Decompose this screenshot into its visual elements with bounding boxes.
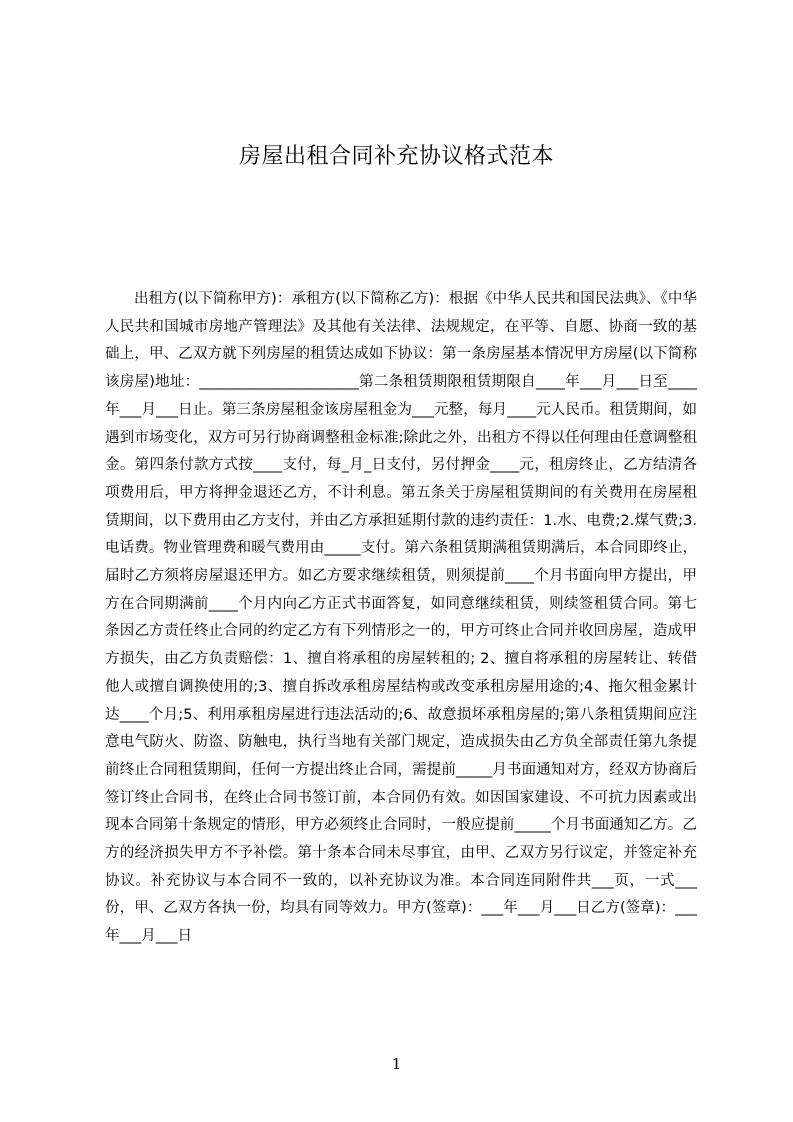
document-title: 房屋出租合同补充协议格式范本 — [238, 144, 554, 169]
page-number: 1 — [391, 1055, 402, 1073]
document-body-text: 出租方(以下简称甲方)：承租方(以下简称乙方)：根据《中华人民共和国民法典》、《中华人民共和国城市房地产管理法》及其他有关法律、法规规定，在平等、自愿、协商一致的基础上，甲、乙双方就下列房屋的租赁达成如下协议：第一条房屋基本情况甲方房屋(以下简称该房屋)地址：______________________第二条租赁期限租赁期限自____年___月___日至____年___月___日止。第三条房屋租金该房屋租金为___元整，每月____元人民币。租赁期间，如遇到市场变化，双方可另行协商调整租金标准;除此之外，出租方不得以任何理由任意调整租金。第四条付款方式按____支付，每_月_日支付，另付押金____元，租房终止，乙方结清各项费用后，甲方将押金退还乙方，不计利息。第五条关于房屋租赁期间的有关费用在房屋租赁期间，以下费用由乙方支付，并由乙方承担延期付款的违约责任：1.水、电费;2.煤气费;3.电话费。物业管理费和暖气费用由_____支付。第六条租赁期满租赁期满后，本合同即终止，届时乙方须将房屋退还甲方。如乙方要求继续租赁，则须提前____个月书面向甲方提出，甲方在合同期满前____个月内向乙方正式书面答复，如同意继续租赁，则续签租赁合同。第七条因乙方责任终止合同的约定乙方有下列情形之一的，甲方可终止合同并收回房屋，造成甲方损失，由乙方负责赔偿：1、擅自将承租的房屋转租的; 2、擅自将承租的房屋转让、转借他人或擅自调换使用的;3、擅自拆改承租房屋结构或改变承租房屋用途的;4、拖欠租金累计达____个月;5、利用承租房屋进行违法活动的;6、故意损坏承租房屋的;第八条租赁期间应注意电气防火、防盗、防触电，执行当地有关部门规定，造成损失由乙方负全部责任第九条提前终止合同租赁期间，任何一方提出终止合同，需提前_____月书面通知对方，经双方协商后签订终止合同书，在终止合同书签订前，本合同仍有效。如因国家建设、不可抗力因素或出现本合同第十条规定的情形，甲方必须终止合同时，一般应提前_____个月书面通知乙方。乙方的经济损失甲方不予补偿。第十条本合同未尽事宜，由甲、乙双方另行议定，并签定补充协议。补充协议与本合同不一致的，以补充协议为准。本合同连同附件共___页，一式___份，甲、乙双方各执一份，均具有同等效力。甲方(签章)：___年___月___日乙方(签章)：___年___月___日 — [105, 291, 697, 945]
